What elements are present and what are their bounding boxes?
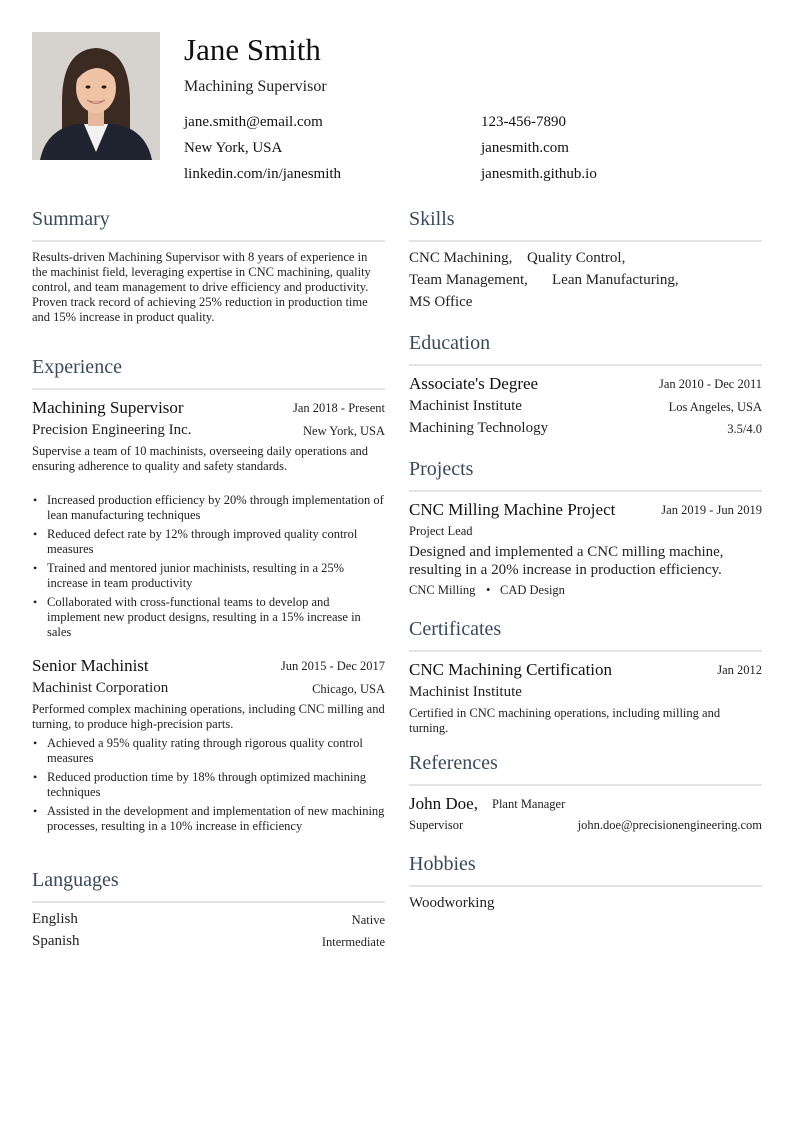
skill-item: Team Management,	[409, 272, 528, 288]
certificates-heading: Certificates	[409, 618, 502, 640]
references-heading: References	[409, 752, 498, 774]
job-role: Machining Supervisor	[32, 398, 184, 417]
portrait-image	[32, 32, 160, 160]
reference-name: John Doe,	[409, 794, 478, 813]
experience-heading: Experience	[32, 356, 122, 378]
github-link[interactable]: janesmith.github.io	[481, 166, 597, 182]
languages-heading: Languages	[32, 869, 119, 891]
projects-divider	[409, 490, 762, 492]
project-keyword: CNC Milling	[409, 583, 476, 597]
job-description: Supervise a team of 10 machinists, overseeing daily operations and ensuring adherence to quality and safety standards.	[32, 444, 369, 473]
education-gpa: 3.5/4.0	[727, 422, 762, 436]
email-link[interactable]: jane.smith@email.com	[184, 114, 323, 130]
project-keyword: CAD Design	[500, 583, 565, 597]
language-level: Native	[351, 913, 385, 927]
list-item: • Increased production efficiency by 20% through implementation of lean manufacturing techniques	[32, 493, 385, 523]
language-name: Spanish	[32, 933, 80, 949]
project-role: Project Lead	[409, 524, 473, 538]
summary-divider	[32, 240, 385, 242]
education-degree: Associate's Degree	[409, 374, 539, 393]
certificate-issuer: Machinist Institute	[409, 684, 522, 700]
skill-item: Quality Control,	[527, 250, 626, 266]
skill-item: Lean Manufacturing,	[552, 272, 679, 288]
job-location: New York, USA	[303, 424, 385, 438]
job-dates: Jan 2018 - Present	[293, 401, 385, 415]
list-item: • Achieved a 95% quality rating through rigorous quality control measures	[32, 736, 385, 766]
reference-position: Plant Manager	[492, 797, 566, 811]
job-description: Performed complex machining operations, including CNC milling and turning, to produce high-precision parts.	[32, 702, 385, 731]
certificate-description: Certified in CNC machining operations, including milling and turning.	[409, 706, 721, 735]
list-item: • Reduced production time by 18% through optimized machining techniques	[32, 770, 385, 800]
project-description: Designed and implemented a CNC milling machine, resulting in a 20% increase in production efficiency.	[409, 544, 724, 578]
job-highlights	[32, 736, 385, 838]
phone-link[interactable]: 123-456-7890	[481, 114, 566, 130]
keyword-separator: •	[486, 583, 491, 597]
languages-divider	[32, 901, 385, 903]
education-institution: Machinist Institute	[409, 398, 522, 414]
list-item: • Reduced defect rate by 12% through improved quality control measures	[32, 527, 385, 557]
job-company: Precision Engineering Inc.	[32, 422, 192, 438]
projects-heading: Projects	[409, 458, 474, 480]
language-name: English	[32, 911, 78, 927]
job-location: Chicago, USA	[312, 682, 385, 696]
job-company: Machinist Corporation	[32, 680, 169, 696]
linkedin-link[interactable]: linkedin.com/in/janesmith	[184, 166, 342, 182]
project-dates: Jan 2019 - Jun 2019	[661, 503, 762, 517]
job-role: Senior Machinist	[32, 656, 149, 675]
references-divider	[409, 784, 762, 786]
language-level: Intermediate	[321, 935, 385, 949]
certificate-name: CNC Machining Certification	[409, 660, 613, 679]
job-highlights	[32, 493, 385, 644]
list-item: • Trained and mentored junior machinists, resulting in a 25% increase in team productivity	[32, 561, 385, 591]
certificate-date: Jan 2012	[717, 663, 762, 677]
list-item: • Collaborated with cross-functional teams to develop and implement new product designs, resulting in a 15% increase in sales	[32, 595, 385, 640]
list-item: • Assisted in the development and implementation of new machining processes, resulting in a 10% increase in efficiency	[32, 804, 385, 834]
job-dates: Jun 2015 - Dec 2017	[280, 659, 385, 673]
education-field: Machining Technology	[409, 420, 549, 436]
hobbies-heading: Hobbies	[409, 853, 476, 875]
education-heading: Education	[409, 332, 491, 354]
reference-relation: Supervisor	[409, 818, 464, 832]
skill-item: CNC Machining,	[409, 250, 513, 266]
reference-email[interactable]: john.doe@precisionengineering.com	[577, 818, 762, 832]
project-name: CNC Milling Machine Project	[409, 500, 616, 519]
candidate-name: Jane Smith	[184, 32, 321, 67]
location-text: New York, USA	[184, 140, 283, 156]
education-dates: Jan 2010 - Dec 2011	[659, 377, 762, 391]
profile-photo	[32, 32, 160, 160]
skill-item: MS Office	[409, 294, 473, 310]
skills-divider	[409, 240, 762, 242]
hobby-item: Woodworking	[409, 895, 495, 911]
certificates-divider	[409, 650, 762, 652]
education-divider	[409, 364, 762, 366]
education-location: Los Angeles, USA	[668, 400, 762, 414]
hobbies-divider	[409, 885, 762, 887]
summary-text: Results-driven Machining Supervisor with 8 years of experience in the machinist field, leveraging expertise in CNC machining, quality control, and team management to drive efficiency and productivity. Proven track record of achieving 25% reduction in production time and 15% increase in product quality.	[32, 250, 371, 324]
candidate-headline: Machining Supervisor	[184, 78, 327, 95]
summary-heading: Summary	[32, 208, 110, 230]
skills-heading: Skills	[409, 208, 455, 230]
website-link[interactable]: janesmith.com	[481, 140, 569, 156]
experience-divider	[32, 388, 385, 390]
